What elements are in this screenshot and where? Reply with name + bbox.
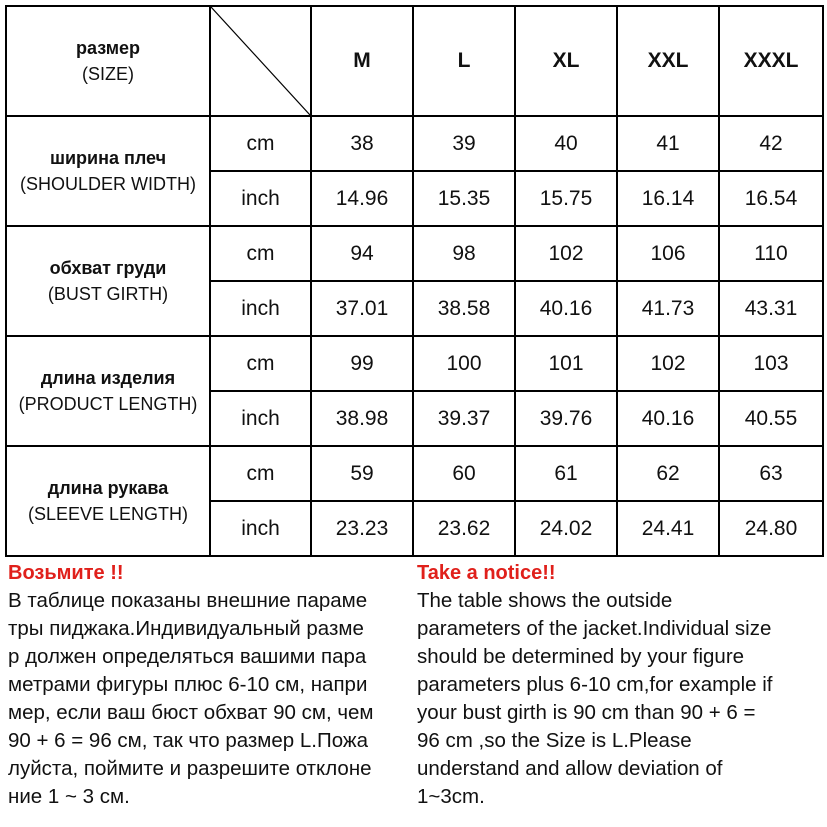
value-cell: 103 — [719, 336, 823, 391]
diagonal-line — [211, 7, 310, 115]
value-cell: 41.73 — [617, 281, 719, 336]
value-cell: 24.80 — [719, 501, 823, 556]
unit-cell: inch — [210, 501, 311, 556]
unit-cell: inch — [210, 391, 311, 446]
value-cell: 38 — [311, 116, 413, 171]
measure-label-sleeve-length — [6, 446, 210, 556]
unit-cell: cm — [210, 116, 311, 171]
value-cell: 16.14 — [617, 171, 719, 226]
unit-cell: cm — [210, 336, 311, 391]
size-header-l: L — [413, 6, 515, 116]
measure-label-shoulder-width — [6, 116, 210, 226]
value-cell: 99 — [311, 336, 413, 391]
value-cell: 60 — [413, 446, 515, 501]
size-header-xl: XL — [515, 6, 617, 116]
size-chart-table — [5, 5, 824, 557]
value-cell: 63 — [719, 446, 823, 501]
note-title-en: Take a notice!! — [417, 562, 556, 584]
size-header-xxl: XXL — [617, 6, 719, 116]
value-cell: 24.02 — [515, 501, 617, 556]
note-russian — [8, 559, 408, 811]
value-cell: 23.23 — [311, 501, 413, 556]
value-cell: 38.98 — [311, 391, 413, 446]
note-english — [417, 559, 822, 811]
value-cell: 16.54 — [719, 171, 823, 226]
value-cell: 40 — [515, 116, 617, 171]
value-cell: 39 — [413, 116, 515, 171]
measure-label-en: (PRODUCT LENGTH) — [18, 394, 198, 414]
table-row — [6, 116, 823, 171]
value-cell: 101 — [515, 336, 617, 391]
measure-label-en: (BUST GIRTH) — [47, 284, 169, 304]
value-cell: 38.58 — [413, 281, 515, 336]
value-cell: 61 — [515, 446, 617, 501]
note-title-ru: Возьмите !! — [8, 562, 124, 584]
size-header-xxxl: XXXL — [719, 6, 823, 116]
size-corner-cell — [6, 6, 210, 116]
value-cell: 98 — [413, 226, 515, 281]
diagonal-corner-cell — [210, 6, 311, 116]
table-row — [6, 336, 823, 391]
value-cell: 39.76 — [515, 391, 617, 446]
measure-label-ru: обхват груди — [49, 258, 167, 278]
note-text-en: The table shows the outside parameters of the jacket.Individual size should be determined by your figure parameters plus 6-10 cm,for example if your bust girth is 90 cm than 90 + 6 = 96 cm ,so the Size is L.Please understand and allow deviation of 1~3cm. — [417, 589, 773, 808]
value-cell: 43.31 — [719, 281, 823, 336]
value-cell: 40.55 — [719, 391, 823, 446]
value-cell: 24.41 — [617, 501, 719, 556]
value-cell: 106 — [617, 226, 719, 281]
value-cell: 15.35 — [413, 171, 515, 226]
table-row — [6, 446, 823, 501]
size-header-m: M — [311, 6, 413, 116]
unit-cell: inch — [210, 281, 311, 336]
measure-label-ru: ширина плеч — [49, 148, 167, 168]
value-cell: 40.16 — [617, 391, 719, 446]
unit-cell: cm — [210, 446, 311, 501]
value-cell: 102 — [617, 336, 719, 391]
value-cell: 37.01 — [311, 281, 413, 336]
value-cell: 42 — [719, 116, 823, 171]
measure-label-bust-girth — [6, 226, 210, 336]
measure-label-en: (SHOULDER WIDTH) — [20, 174, 196, 194]
unit-cell: inch — [210, 171, 311, 226]
measure-label-product-length — [6, 336, 210, 446]
size-label-en: (SIZE) — [82, 64, 134, 84]
note-text-ru: В таблице показаны внешние параме тры пиджака.Индивидуальный разме р должен определяться вашими пара метрами фигуры плюс 6-10 см, напри мер, если ваш бюст обхват 90 см, чем 90 + 6 = 96 см, так что размер L.Пожа луйста, поймите и разрешите отклоне ние 1 ~ 3 см. — [8, 589, 374, 808]
value-cell: 100 — [413, 336, 515, 391]
measure-label-en: (SLEEVE LENGTH) — [27, 504, 189, 524]
value-cell: 41 — [617, 116, 719, 171]
value-cell: 23.62 — [413, 501, 515, 556]
measure-label-ru: длина рукава — [47, 478, 169, 498]
header-row — [6, 6, 823, 116]
value-cell: 59 — [311, 446, 413, 501]
value-cell: 15.75 — [515, 171, 617, 226]
value-cell: 110 — [719, 226, 823, 281]
value-cell: 39.37 — [413, 391, 515, 446]
value-cell: 102 — [515, 226, 617, 281]
value-cell: 94 — [311, 226, 413, 281]
unit-cell: cm — [210, 226, 311, 281]
size-label-ru: размер — [75, 38, 141, 58]
table-row — [6, 226, 823, 281]
value-cell: 40.16 — [515, 281, 617, 336]
measure-label-ru: длина изделия — [40, 368, 176, 388]
value-cell: 14.96 — [311, 171, 413, 226]
value-cell: 62 — [617, 446, 719, 501]
